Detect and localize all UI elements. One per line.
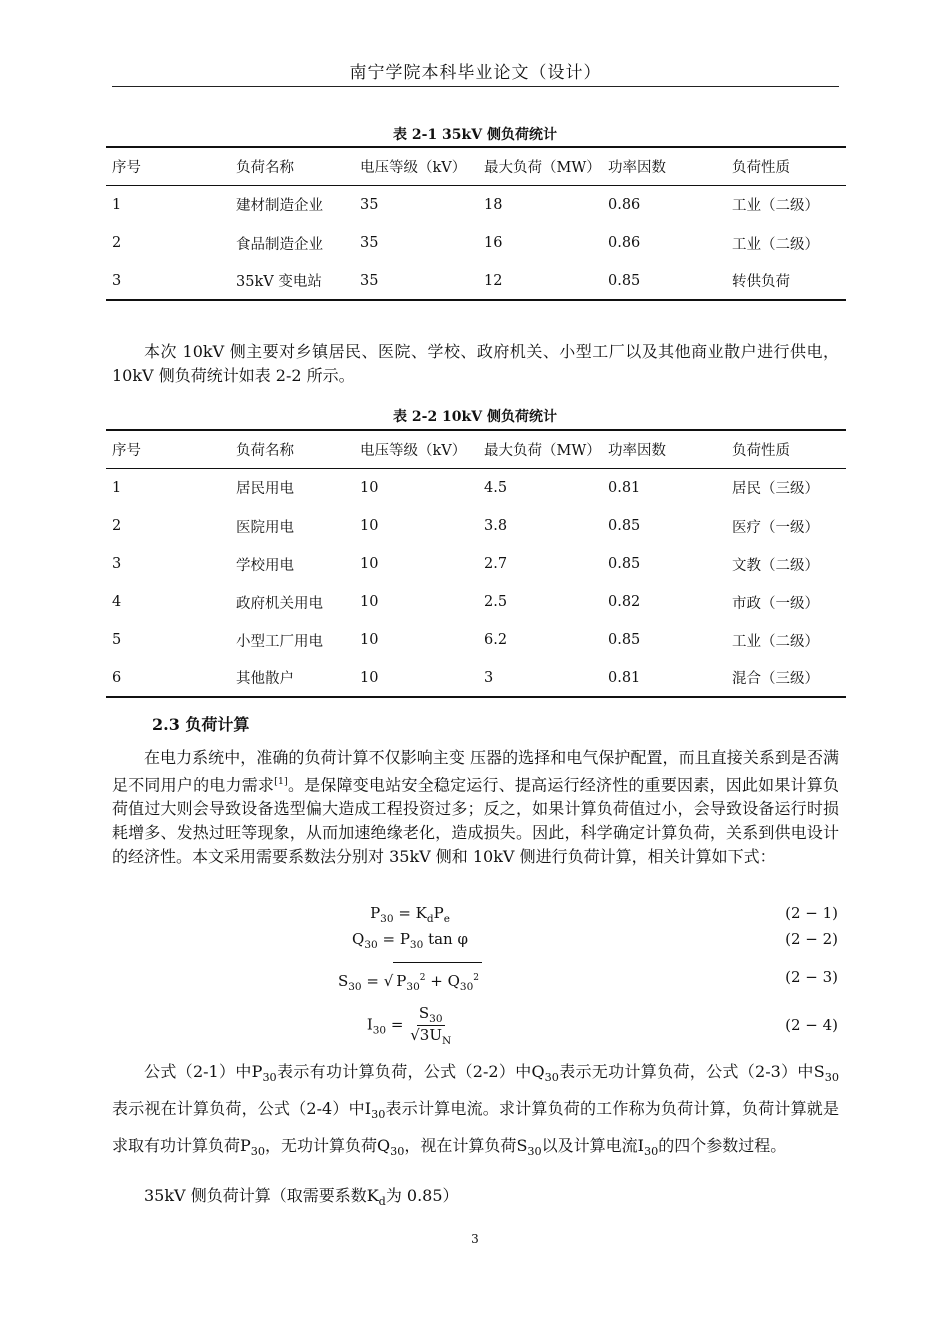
table-cell: 0.86 <box>608 235 641 251</box>
table-caption-2-2: 表 2-2 10kV 侧负荷统计 <box>393 409 557 425</box>
table-row <box>106 659 846 697</box>
paragraph-load-calculation <box>112 746 839 869</box>
table-cell: 2 <box>112 518 122 534</box>
section-heading: 2.3 负荷计算 <box>152 715 250 734</box>
equation-body: $I_{30}$ = $\frac{S_{30}}{√3U_N}$ <box>366 1004 452 1047</box>
table-cell: 2.5 <box>484 594 508 610</box>
table-cell: 0.85 <box>608 518 641 534</box>
paragraph-text: 35kV 侧负荷计算（取需要系数 <box>144 1186 367 1205</box>
table-cell: 建材制造企业 <box>236 198 323 215</box>
table-cell: 10 <box>360 479 379 496</box>
paragraph-text: 表示无功计算负荷，公式（2-3）中 <box>558 1062 814 1081</box>
paragraph-text: 的四个参数过程。 <box>658 1136 787 1156</box>
table-cell: 工业（二级） <box>732 198 819 215</box>
table-cell: 文教（二级） <box>732 557 819 574</box>
load-table-10kv <box>106 429 846 698</box>
table-cell: 6.2 <box>484 632 508 648</box>
table-row <box>106 507 846 545</box>
table-row <box>106 621 846 659</box>
table-cell: 3 <box>112 272 122 289</box>
table-cell: 食品制造企业 <box>236 236 323 253</box>
table-header-row <box>106 430 846 468</box>
column-header: 最大负荷（MW） <box>484 442 601 459</box>
table-row <box>106 185 846 224</box>
column-header: 序号 <box>112 442 141 459</box>
table-cell: 6 <box>112 669 122 686</box>
table-cell: 小型工厂用电 <box>236 633 323 650</box>
column-header: 序号 <box>112 159 141 176</box>
table-header-row <box>106 147 846 185</box>
table-cell: 0.85 <box>608 272 641 289</box>
equation-body: $P_{30} = K_dP_e$ <box>370 904 450 925</box>
table-cell: 10 <box>360 556 379 572</box>
table-cell: 1 <box>112 196 122 213</box>
equation-body: $S_{30}$ = √ $P_{30}^2 + Q_{30}^2$ <box>300 962 520 1002</box>
paragraph-formula-explanation: 公式（2-1）中$P_{30}$表示有功计算负荷，公式（2-2）中$Q_{30}$表示无功计算负荷，公式（2-3）中$S_{30}$表示视在计算负荷，公式（2-4）中$I_{30}$表示计算电流。求计算负荷的工作称为负荷计算，负荷计算就是求取有功计算负荷$P_{30}$，无功计算负荷$Q_{30}$，视在计算负荷$S_{30}$以及计算电流$I_{30}$的四个参数过程。 <box>112 1062 839 1159</box>
table-cell: 工业（二级） <box>732 633 819 650</box>
column-header: 功率因数 <box>608 442 666 459</box>
table-cell: 0.85 <box>608 556 641 572</box>
paragraph-text: 在电力系统中，准确的负荷计算不仅影响主变 压器的选择和电气保护配置，而且直接关系到是否满足不同用户的电力需求 <box>112 748 839 795</box>
table-cell: 16 <box>484 235 503 251</box>
column-header: 负荷名称 <box>236 159 294 176</box>
table-cell: 35 <box>360 196 379 213</box>
equation-number: (2 − 3) <box>785 968 838 986</box>
paragraph-text: 为 0.85） <box>385 1186 459 1205</box>
table-cell: 医院用电 <box>236 519 294 536</box>
page-header: 南宁学院本科毕业论文（设计） <box>349 63 602 83</box>
table-cell: 学校用电 <box>236 557 294 574</box>
table-cell: 10 <box>360 632 379 648</box>
table-cell: 10 <box>360 594 379 610</box>
paragraph-intro-10kv: 本次 10kV 侧主要对乡镇居民、医院、学校、政府机关、小型工厂以及其他商业散户进行供电，10kV 侧负荷统计如表 2-2 所示。 <box>112 342 839 385</box>
column-header: 最大负荷（MW） <box>484 159 601 176</box>
table-cell: 市政（一级） <box>732 595 819 612</box>
equation-number: (2 − 2) <box>785 930 838 948</box>
table-cell: 10 <box>360 518 379 534</box>
column-header: 功率因数 <box>608 159 666 176</box>
table-row <box>106 224 846 262</box>
equation-number: (2 − 4) <box>785 1016 838 1034</box>
table-caption-2-1: 表 2-1 35kV 侧负荷统计 <box>393 127 557 143</box>
table-row <box>106 583 846 621</box>
table-cell: 2 <box>112 235 122 251</box>
table-cell: 居民用电 <box>236 481 294 498</box>
table-cell: 工业（二级） <box>732 236 819 253</box>
paragraph-text: 。是保障变电站安全稳定运行、提高运行经济性的重要因素，因此如果计算负荷值过大则会导致设备选型偏大造成工程投资过多；反之，如果计算负荷值过小，会导致设备运行时损耗增多、发热过旺等现象，从而加速绝缘老化，造成损失。因此，科学确定计算负荷，关系到供电设计的经济性。本文采用需要系数法分别对 35kV 侧和 10kV 侧进行负荷计算，相关计算如下式： <box>112 775 839 867</box>
table-cell: 1 <box>112 479 122 496</box>
column-header: 负荷名称 <box>236 442 294 459</box>
column-header: 电压等级（kV） <box>360 159 467 176</box>
table-cell: 政府机关用电 <box>236 595 323 612</box>
table-cell: 18 <box>484 196 503 213</box>
table-cell: 其他散户 <box>236 671 294 687</box>
table-cell: 4 <box>112 594 122 610</box>
table-row <box>106 262 846 300</box>
table-cell: 转供负荷 <box>732 274 790 290</box>
table-cell: 3.8 <box>484 518 508 534</box>
table-cell: 35 <box>360 272 379 289</box>
table-cell: 2.7 <box>484 556 508 572</box>
table-cell: 居民（三级） <box>732 481 819 498</box>
table-cell: 4.5 <box>484 479 508 496</box>
page-number: 3 <box>471 1232 479 1246</box>
table-cell: 5 <box>112 632 122 648</box>
paragraph-text: ，无功计算负荷 <box>265 1136 378 1156</box>
load-table-35kv <box>106 146 846 301</box>
paragraph-text: 表示计算电流。求计算负荷的工作称为负荷计算，负荷计算就是求取有功计算负荷 <box>112 1099 839 1156</box>
column-header: 负荷性质 <box>732 159 790 176</box>
table-cell: 0.82 <box>608 594 641 610</box>
paragraph-text: 公式（2-1）中 <box>144 1062 252 1081</box>
table-row <box>106 468 846 507</box>
table-cell: 0.85 <box>608 632 641 648</box>
citation: [1] <box>274 776 288 787</box>
equation-body: $Q_{30} = P_{30}$ tan φ <box>352 930 468 951</box>
table-cell: 3 <box>484 669 494 686</box>
table-cell: 12 <box>484 272 503 289</box>
column-header: 电压等级（kV） <box>360 442 467 459</box>
header-rule <box>112 86 839 87</box>
table-cell: 医疗（一级） <box>732 519 819 536</box>
paragraph-text: 表示视在计算负荷，公式（2-4）中 <box>112 1099 365 1119</box>
table-cell: 0.81 <box>608 479 641 496</box>
column-header: 负荷性质 <box>732 442 790 459</box>
paragraph-text: 以及计算电流 <box>541 1136 638 1156</box>
paragraph-text: 表示有功计算负荷，公式（2-2）中 <box>276 1062 532 1081</box>
table-cell: 35kV 变电站 <box>236 274 322 290</box>
table-cell: 35 <box>360 235 379 251</box>
paragraph-text: ，视在计算负荷 <box>404 1136 517 1156</box>
table-cell: 3 <box>112 556 122 572</box>
paragraph-35kv-calc: 35kV 侧负荷计算（取需要系数$K_d$为 0.85） <box>144 1186 459 1209</box>
equation-number: (2 − 1) <box>785 904 838 922</box>
table-row <box>106 545 846 583</box>
table-cell: 0.81 <box>608 669 641 686</box>
table-cell: 0.86 <box>608 196 641 213</box>
table-cell: 混合（三级） <box>732 671 819 687</box>
table-cell: 10 <box>360 669 379 686</box>
